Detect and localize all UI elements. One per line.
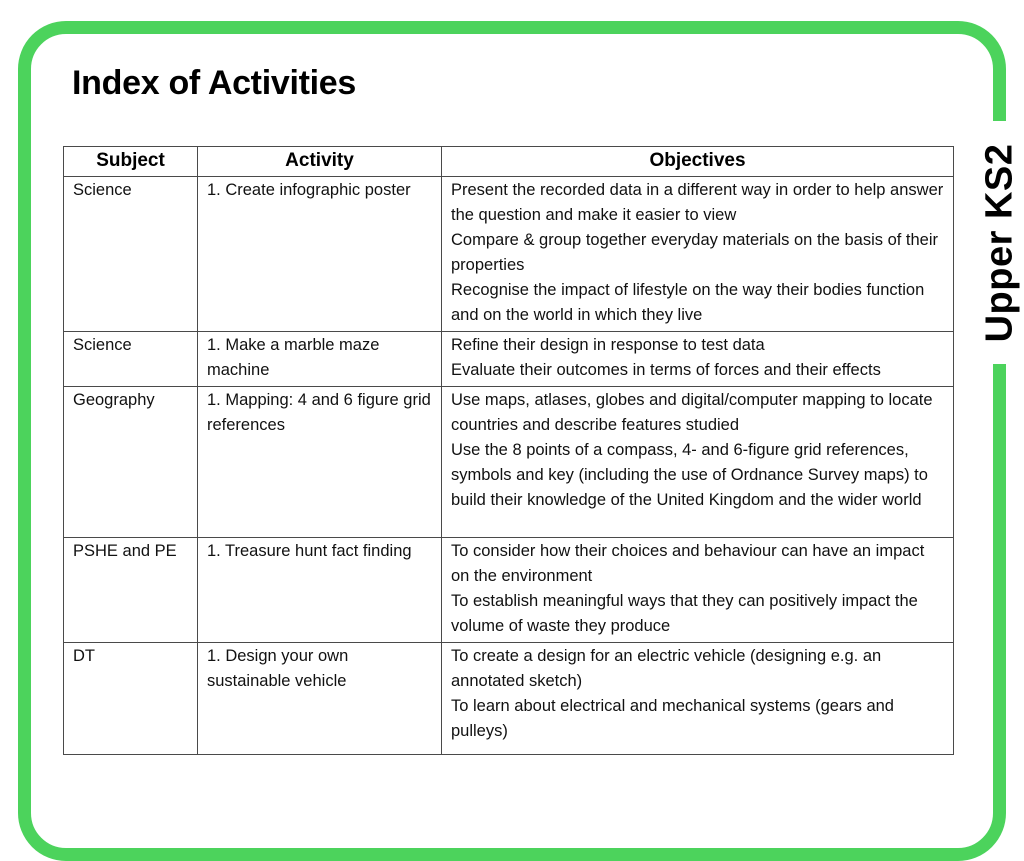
activity-cell: 1. Design your own sustainable vehicle (198, 643, 442, 755)
activities-table (63, 146, 954, 755)
objective-text: To learn about electrical and mechanical systems (gears and pulleys) (451, 697, 894, 740)
subject-cell: Science (64, 177, 198, 332)
objectives-cell (442, 332, 954, 387)
objective-text: Recognise the impact of lifestyle on the way their bodies function and on the world in which they live (451, 281, 925, 324)
objectives-cell (442, 643, 954, 755)
activity-cell: 1. Make a marble maze machine (198, 332, 442, 387)
table-row (64, 643, 954, 755)
page-title: Index of Activities (72, 64, 356, 102)
column-header-activity: Activity (198, 147, 442, 177)
subject-cell: DT (64, 643, 198, 755)
table-row (64, 538, 954, 643)
activity-cell: 1. Mapping: 4 and 6 figure grid references (198, 387, 442, 538)
subject-cell: PSHE and PE (64, 538, 198, 643)
subject-cell: Geography (64, 387, 198, 538)
column-header-subject: Subject (64, 147, 198, 177)
objectives-cell (442, 387, 954, 538)
objective-text: Compare & group together everyday materials on the basis of their properties (451, 231, 939, 274)
objectives-cell (442, 538, 954, 643)
table-body (64, 177, 954, 755)
table-header-row (64, 147, 954, 177)
side-label-upper-ks2: Upper KS2 (978, 143, 1021, 343)
objective-text: Use the 8 points of a compass, 4- and 6-figure grid references, symbols and key (including the use of Ordnance Survey maps) to build their knowledge of the United Kingdom and the wider world (451, 441, 928, 509)
objective-text: To establish meaningful ways that they can positively impact the volume of waste they produce (451, 592, 918, 635)
activity-cell: 1. Treasure hunt fact finding (198, 538, 442, 643)
objective-text: Refine their design in response to test data (451, 336, 765, 354)
table-row (64, 332, 954, 387)
objective-text: Evaluate their outcomes in terms of forces and their effects (451, 361, 881, 379)
table-row (64, 177, 954, 332)
objective-text: Use maps, atlases, globes and digital/computer mapping to locate countries and describe features studied (451, 391, 933, 434)
table-row (64, 387, 954, 538)
subject-cell: Science (64, 332, 198, 387)
objective-text: To consider how their choices and behaviour can have an impact on the environment (451, 542, 925, 585)
objective-text: To create a design for an electric vehicle (designing e.g. an annotated sketch) (451, 647, 882, 690)
objectives-cell (442, 177, 954, 332)
column-header-objectives: Objectives (442, 147, 954, 177)
activity-cell: 1. Create infographic poster (198, 177, 442, 332)
objective-text: Present the recorded data in a different way in order to help answer the question and make it easier to view (451, 181, 944, 224)
